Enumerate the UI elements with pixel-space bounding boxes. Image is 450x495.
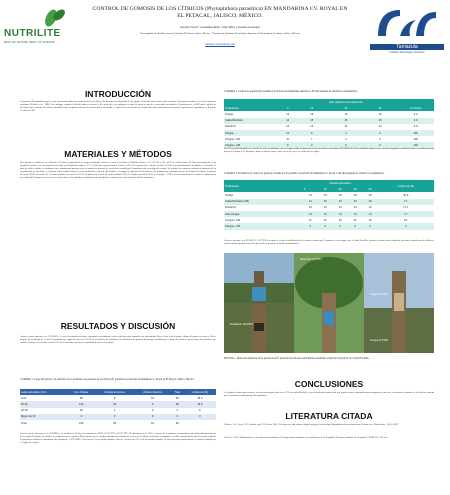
results-text-2: Como se puede observar en el CUADRO 3, en un lapso de 60 días, los tratamientos RCTI, RCTI+PTF y RCTI+PTF+FF disminuyeron el 100% el avance de la gomosis, encontrándose que independientemente de la severidad del ataque, los árboles se recuperaron por completo. Estos supone que la cirugía realizada para eliminar la corteza de los árboles infectados es altamente efectiva como práctica correctiva para controlar la gomosis en árboles de mandarina. En contraparte, el CUADRO 3 del fosetil-Al y del fosfito potásico solo fue efectivo en el 33 % de los árboles tratados, lo cual representó prácticamente el mismo resultado que el testigo sin control. <box>20 433 216 444</box>
table-header-cell: 30 <box>333 186 348 192</box>
table-cell: 15 <box>348 199 363 205</box>
intro-text: La gomosis (Phytophthora spp.) es una enfermedad altamente destructiva de los cítricos. En las especies cultivadas de este grupo, el método más efectivo para controlar P. parasitica consiste en el uso de patrones resistentes (Fletcher et al., 2001). Sin embargo, cuando el tallo del patrón es menor de 40 cm de alto, este patógeno es capaz de atacar a especies y variedades susceptibles. Recientemente, en El Petacal, además de detectarse que en árboles de cítricos injertados sobre un patrón tolerante la enfermedad se desarrolla, el objetivo de este trabajo fue evaluar diferentes métodos para controlar P. parasitica en mandarina cv. Royal de 11 años de edad. <box>20 101 216 112</box>
table-cell: 12 <box>303 205 318 211</box>
table-cell: Cirugía + FAI <box>224 217 303 223</box>
table-cell <box>184 420 216 426</box>
table-cell: 7.1 <box>378 199 434 205</box>
table-cell: 13 <box>318 211 333 217</box>
literature-ref-1: Fletcher, S. R., Sosa, D. E. Escobar, and J.H. Everitt. 2001. Field spectra, and airborne digital imagery for detecting Phytophthora foot rot infections in citrus trees. HortScience. 36(1): 94-97. <box>224 424 399 426</box>
title-line-2: EL PETACAL, JALISCO, MÉXICO. <box>177 13 263 19</box>
cuadro1-col-incidence: Incidencia (%) <box>184 389 216 395</box>
table-cell: 0 <box>363 130 397 136</box>
table-cell: Testigo <box>224 111 281 117</box>
table-cell: 2 <box>329 136 363 142</box>
table-cell: 14 <box>303 199 318 205</box>
table-cell: Cirugía + CB <box>224 142 281 148</box>
table-cell: 8 <box>184 408 216 414</box>
affiliation: ¹ Investigador de Nutrilite-Amway, Rancho El Petacal, Jalisco, México. ² Profesor del Instituto Tecnológico Superior de Tamazula de Gordiano, Jalisco, México. <box>139 32 301 35</box>
nutrilite-tagline: BEST OF NATURE, BEST OF SCIENCE <box>4 40 55 44</box>
table-cell: 76.3 <box>184 395 216 401</box>
cuadro1-col-sick: Árboles Enfermos <box>95 389 134 395</box>
table-cell: 2 <box>95 408 134 414</box>
table-cell: 0.0 <box>397 111 434 117</box>
tamazula-subtitle: Instituto Tecnológico Superior <box>389 51 425 54</box>
cuadro1-table <box>20 389 216 426</box>
table-cell: 30.5 <box>378 192 434 198</box>
cuadro3-subheader: Árboles infectados <box>303 180 378 186</box>
table-cell: 0 <box>95 414 134 420</box>
table-cell: 14 <box>348 205 363 211</box>
cuadro3-table <box>224 180 434 230</box>
table-cell: 15 <box>318 192 333 198</box>
cuadro2-days-header: Días después del tratamiento <box>295 99 398 105</box>
literature-heading: LITERATURA CITADA <box>285 411 373 421</box>
table-cell: 0 <box>184 414 216 420</box>
table-header-cell: 15 <box>295 105 329 111</box>
table-cell: 0.0 <box>397 124 434 130</box>
table-cell: 7.7 <box>378 211 434 217</box>
table-cell: 9 <box>281 142 295 148</box>
table-cell: 9.1 <box>378 217 434 223</box>
table-cell: 15 <box>333 192 348 198</box>
table-header-cell: 45 <box>363 105 397 111</box>
results-heading: RESULTADOS Y DISCUSIÓN <box>60 321 176 331</box>
table-cell: Cirugía + CB <box>224 223 303 229</box>
results-text: Como se puede apreciar en el CUADRO 1, el uso de un patrón resistente a gomosis en mandarina, no fue suficiente para controlar esta enfermedad. Esto se debe a que cuando el largo del patrón es menor a 10 cm, después de un tiempo de 11 años P. parasitica fue capaz de infectar el 76.3% de los árboles de mandarina. La incidencia de gomosis disminuyó a medida que el largo del patrón se incrementó, observándose que cuando el patrón se encuentra a más de 30 cm, P. parasitica no tuvo la capacidad de atacar esta cultivo. <box>20 336 216 344</box>
table-cell: 100 <box>397 136 434 142</box>
table-cell: 12 <box>318 217 333 223</box>
figure1-label-b: Exudación (40 PDT) <box>230 323 254 326</box>
table-cell: 39 <box>95 420 134 426</box>
table-cell: 12 <box>333 217 348 223</box>
table-cell: 7 <box>295 136 329 142</box>
table-cell: 14 <box>363 211 378 217</box>
table-cell: 9 <box>134 401 170 407</box>
intro-heading: INTRODUCCIÓN <box>84 89 152 99</box>
table-cell: 0.0 <box>397 118 434 124</box>
table-cell: 16 <box>348 192 363 198</box>
conclusions-text: La cirugía al tronco para remover la corteza infectada junto con el PT con caldo Bordelés y sus dos prácticas aprovechar que pueden usarse combinadas para diagnosticar, prevenir y controlar la gomosis de los cítricos causada por P. parasitica en plantaciones de mandarina. <box>224 392 434 397</box>
figure1-photos <box>224 253 434 353</box>
contact-email[interactable]: anacleto.sosa@amway.com <box>205 43 235 46</box>
table-cell: 0 <box>329 142 363 148</box>
methods-text: Este trabajo se estableció en el Rancho el Petacal, propiedad de la empresa Nutrilite-Amway, el cual se localiza en Tolimán, Jalisco a 19° 38' LN y 103° 42' LO a 1060 msnm. El clima predominante es un templado semiseco con una temperatura media y precipitación anual de 17°C y 450 mm, respectivamente (García, 1976). El experimento se inició en junio de 2014 en una plantación de mandarina cv. Royal de 11 años de edad en donde se estudiaron cinco tratamientos para prevenir y controlar la gomosis de los cítricos causada por P. parasitica más un testigo sin control. La variable de respuesta evaluada al momento de su reproducción fue injertada en el patrón Citrus volkameriana el cual se realizaron a scala de pH alcalino y el ataque de gomosis de los cítricos. Los tratamientos evaluados fueron: 1) testigo sin control; 2) pintado del tronco (PT) con fosetil-Al; 3) control químico con fosetil-Al (CF); 4) aplicación al suelo de fosfito potásico (FP); 5) cirugía y fosetil-Al (CF) y 6) cirugía + CTB. Los seis tratamientos a evaluar se establecieron con el diseño de bloques al azar con tres repeticiones. Las variables evaluadas fueron incidencia y control de la enfermedad en árboles infectados. <box>20 162 216 179</box>
table-header-cell: 30 <box>329 105 363 111</box>
table-cell: 14 <box>318 205 333 211</box>
methods-heading: MATERIALES Y MÉTODOS <box>64 149 172 159</box>
figure1-label-a: Detección (A PDT) <box>300 258 322 261</box>
table-cell: 11 <box>281 136 295 142</box>
tamazula-name: Tamazula <box>370 44 444 50</box>
table-cell: 13 <box>281 130 295 136</box>
table-header-cell: 0 <box>281 105 295 111</box>
table-cell: 25 <box>68 408 95 414</box>
table-cell: 15 <box>363 199 378 205</box>
table-cell: 0-10 <box>20 395 68 401</box>
table-cell: 14 <box>333 211 348 217</box>
table-cell: Fosetil Al <box>224 205 303 211</box>
table-cell: 15 <box>333 199 348 205</box>
tamazula-logo <box>370 6 444 54</box>
table-cell: Caldo Bordelés (CB) <box>224 199 303 205</box>
nutrilite-leaf-icon <box>4 6 68 30</box>
table-cell: 15 <box>329 111 363 117</box>
table-cell: Cirugía <box>224 130 281 136</box>
cuadro2-col-control: % control <box>397 105 434 111</box>
table-cell: 14 <box>281 118 295 124</box>
table-cell: 19 <box>134 420 170 426</box>
cuadro2-note: En PT con caldo Bordelés y/o Fosetil Al solo o combinado con la cirugía redujo la aparición de nuevas árboles infectados (CUADRO 3). Estos resultados sugieren que, los dos fungicidas evaluados pueden ser utilizados para prevenir el ataque de P. parasitica, tanto en árboles sanos, como en los que ya se les realizado la cirugía. <box>224 148 434 153</box>
title-line-1: CONTROL DE GOMOSIS DE LOS CÍTRICOS (Phytophthora parasitica) EN MANDARINA CV. ROYAL EN <box>92 6 348 12</box>
table-cell: 14 <box>333 205 348 211</box>
table-cell: 0 <box>363 136 397 142</box>
table-cell: 14 <box>363 205 378 211</box>
cuadro3-caption: CUADRO 3. Incidencia de control de gomosis causada por P. parasitica en árboles de Mandarina cv. Royal a 120 días después de realizar los tratamientos. <box>224 172 385 175</box>
table-cell: 0 <box>134 414 170 420</box>
figure1-label-d: Cirugía (0 PDT) <box>370 339 389 342</box>
authors: Anacleto Sosa¹*, Guadalupe Ruiz¹, Jorge Mata¹ y Gerardo González² <box>180 25 260 29</box>
table-cell: 15 <box>295 111 329 117</box>
cuadro1-col-trees: No. Árboles <box>68 389 95 395</box>
table-cell: Testigo <box>224 192 303 198</box>
table-cell: 9 <box>333 223 348 229</box>
figure1-label-c: Cirugía (8 PDT) <box>370 293 389 296</box>
table-cell: 12 <box>281 124 295 130</box>
table-cell: 13 <box>281 111 295 117</box>
table-cell: 14 <box>348 211 363 217</box>
table-cell: 15 <box>295 118 329 124</box>
table-cell: 15 <box>363 118 397 124</box>
table-header-cell: 60 <box>363 186 378 192</box>
table-cell: 9 <box>303 223 318 229</box>
table-cell: 12 <box>363 217 378 223</box>
table-cell: Caldo Bordelés <box>224 118 281 124</box>
table-header-cell: 0 <box>303 186 318 192</box>
table-header-cell: 45 <box>348 186 363 192</box>
table-cell: 10-20 <box>20 401 68 407</box>
table-cell: 9 <box>95 395 134 401</box>
its-monogram-icon <box>370 6 444 40</box>
nutrilite-brand: NUTRILITE <box>4 28 61 39</box>
cuadro3-col-incidence: Incidencia (%) <box>378 180 434 192</box>
table-cell: 49 <box>171 420 184 426</box>
table-cell: 9 <box>363 223 378 229</box>
page-title <box>74 6 366 20</box>
table-cell: 4 <box>68 414 95 420</box>
cuadro3-col-treatment: Tratamiento <box>224 180 303 192</box>
table-cell: 0 <box>363 142 397 148</box>
table-cell: 16 <box>363 111 397 117</box>
table-cell: 18 <box>363 192 378 198</box>
table-cell: Total <box>20 420 68 426</box>
table-cell: 2 <box>171 408 184 414</box>
table-cell: 20-25 <box>20 408 68 414</box>
table-cell: 13 <box>303 211 318 217</box>
table-cell: 29 <box>171 395 184 401</box>
table-cell: 210 <box>68 420 95 426</box>
table-cell: 14 <box>363 124 397 130</box>
table-cell: 143 <box>68 401 95 407</box>
cuadro2-table <box>224 99 434 149</box>
cuadro1-col-length: Largo del patrón (Cm) <box>20 389 68 395</box>
table-cell: 0 <box>134 408 170 414</box>
table-cell: 0 <box>171 414 184 420</box>
table-row <box>224 223 434 229</box>
table-header-cell: 15 <box>318 186 333 192</box>
table-cell: 28 <box>95 401 134 407</box>
figure1-caption: FIGURA 1. Detección temprana de la presencia de P. parasitica en árboles asintomáticos mediante el pintado del patrón con caldo Bordelés. <box>224 357 370 360</box>
table-cell: 13 <box>303 192 318 198</box>
table-cell: 14 <box>329 124 363 130</box>
table-cell: 8 <box>295 130 329 136</box>
table-cell: 19.6 <box>184 401 216 407</box>
table-cell: Mayor de 30 <box>20 414 68 420</box>
table-cell: 17.1 <box>378 205 434 211</box>
table-cell: 10 <box>134 395 170 401</box>
table-cell: Cirugía + FAI <box>224 136 281 142</box>
cuadro1-col-dead: Árboles Muertos <box>134 389 170 395</box>
literature-ref-2: García, E. 1976. Modificaciones a la clasificación climática de Köeppen para adaptarla a las condiciones de la República Mexicana. Instituto de Geografía. UNAM. D.F., México. <box>224 437 388 439</box>
cuadro2-col-treatment: Tratamiento <box>224 105 281 111</box>
table-cell: 100 <box>397 142 434 148</box>
cuadro1-caption: CUADRO 1. Largo del patrón y su relación con la incidencia de gomosis de los cítricos (P. parasitica) en árboles de mandarina cv. Royal en El Petacal, Jalisco, México. <box>20 378 195 381</box>
table-cell: 12 <box>348 217 363 223</box>
table-cell: 28 <box>171 401 184 407</box>
table-cell: 14 <box>295 124 329 130</box>
table-cell: 9 <box>318 223 333 229</box>
table-cell: 15 <box>318 199 333 205</box>
citrus-trunk-photo-icon <box>224 253 434 353</box>
table-cell: Fosetil Al <box>224 124 281 130</box>
table-cell: 2 <box>295 142 329 148</box>
table-row <box>20 420 216 426</box>
table-cell: 15 <box>329 118 363 124</box>
table-cell: 9 <box>348 223 363 229</box>
table-cell: 11 <box>303 217 318 223</box>
nutrilite-logo <box>4 6 68 46</box>
table-cell: 4 <box>329 130 363 136</box>
table-cell: 38 <box>68 395 95 401</box>
table-cell: 100 <box>397 130 434 136</box>
table-cell: 0 <box>378 223 434 229</box>
cuadro1-col-total: Total <box>171 389 184 395</box>
conclusions-heading: CONCLUSIONES <box>294 379 364 389</box>
table-cell: Solo Cirugía <box>224 211 303 217</box>
cuadro2-caption: CUADRO 2. Control de gomosis (P. parasitica) en árboles de mandarina enfermos a 60 días después de realizar los tratamientos. <box>224 90 358 93</box>
figure-intro-text: Como se muestra en la FIGURA 1, El PTCB fue capaz de evitar la solidificación de la goma exercida por P. parasitica, esto sugiere que el caldo Bordelés además de actuar como fungicida preventivo también puede utilizarse como herramienta para detectar la presencia de gomosis en árboles asintomáticos. <box>224 240 434 245</box>
